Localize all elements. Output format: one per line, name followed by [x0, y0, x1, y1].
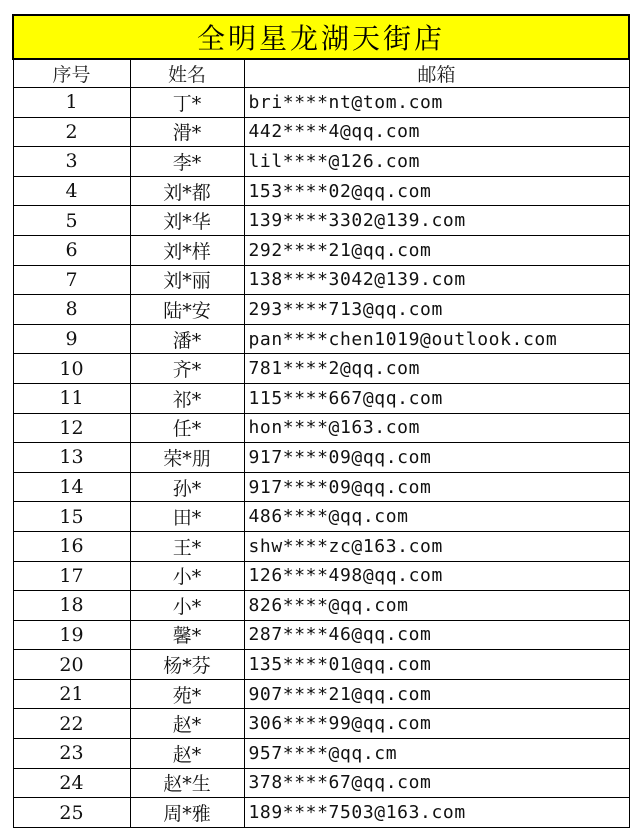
row-index: 21: [13, 679, 130, 709]
row-email: lil****@126.com: [244, 147, 629, 177]
row-email: 781****2@qq.com: [244, 354, 629, 384]
row-name: 小*: [130, 561, 244, 591]
row-index: 8: [13, 295, 130, 325]
row-name: 馨*: [130, 620, 244, 650]
row-index: 4: [13, 176, 130, 206]
header-index: 序号: [13, 59, 130, 88]
table-row: [13, 295, 629, 325]
row-index: 7: [13, 265, 130, 295]
row-name: 陆*安: [130, 295, 244, 325]
row-name: 王*: [130, 531, 244, 561]
row-email: 907****21@qq.com: [244, 679, 629, 709]
row-name: 刘*都: [130, 176, 244, 206]
row-name: 赵*: [130, 739, 244, 769]
row-index: 9: [13, 324, 130, 354]
row-email: 139****3302@139.com: [244, 206, 629, 236]
row-email: 115****667@qq.com: [244, 383, 629, 413]
table-row: [13, 709, 629, 739]
header-name: 姓名: [130, 59, 244, 88]
row-index: 25: [13, 798, 130, 828]
row-index: 1: [13, 88, 130, 118]
table-row: [13, 591, 629, 621]
row-email: shw****zc@163.com: [244, 531, 629, 561]
row-name: 李*: [130, 147, 244, 177]
row-name: 任*: [130, 413, 244, 443]
table-row: [13, 206, 629, 236]
row-name: 小*: [130, 591, 244, 621]
row-name: 田*: [130, 502, 244, 532]
row-name: 赵*: [130, 709, 244, 739]
row-index: 18: [13, 591, 130, 621]
row-name: 刘*丽: [130, 265, 244, 295]
member-table: [12, 14, 630, 828]
row-index: 10: [13, 354, 130, 384]
table-row: [13, 561, 629, 591]
row-email: 486****@qq.com: [244, 502, 629, 532]
row-name: 荣*朋: [130, 443, 244, 473]
row-email: 293****713@qq.com: [244, 295, 629, 325]
row-index: 12: [13, 413, 130, 443]
table-row: [13, 383, 629, 413]
title-row: [13, 15, 629, 59]
table-row: [13, 798, 629, 828]
row-email: 153****02@qq.com: [244, 176, 629, 206]
table-row: [13, 768, 629, 798]
row-email: 957****@qq.cm: [244, 739, 629, 769]
header-row: [13, 59, 629, 88]
row-name: 苑*: [130, 679, 244, 709]
row-email: 917****09@qq.com: [244, 443, 629, 473]
row-email: pan****chen1019@outlook.com: [244, 324, 629, 354]
table-row: [13, 739, 629, 769]
table-row: [13, 176, 629, 206]
row-email: 306****99@qq.com: [244, 709, 629, 739]
row-index: 13: [13, 443, 130, 473]
row-name: 滑*: [130, 117, 244, 147]
row-email: hon****@163.com: [244, 413, 629, 443]
row-email: 917****09@qq.com: [244, 472, 629, 502]
row-name: 刘*华: [130, 206, 244, 236]
row-index: 22: [13, 709, 130, 739]
row-name: 祁*: [130, 383, 244, 413]
sheet-title: 全明星龙湖天街店: [13, 15, 629, 59]
table-row: [13, 679, 629, 709]
row-index: 3: [13, 147, 130, 177]
row-name: 孙*: [130, 472, 244, 502]
row-index: 20: [13, 650, 130, 680]
row-index: 11: [13, 383, 130, 413]
table-row: [13, 265, 629, 295]
row-name: 刘*样: [130, 235, 244, 265]
row-index: 6: [13, 235, 130, 265]
row-index: 14: [13, 472, 130, 502]
row-index: 24: [13, 768, 130, 798]
table-row: [13, 531, 629, 561]
row-name: 齐*: [130, 354, 244, 384]
row-name: 丁*: [130, 88, 244, 118]
row-index: 15: [13, 502, 130, 532]
row-email: 378****67@qq.com: [244, 768, 629, 798]
table-row: [13, 117, 629, 147]
row-email: 126****498@qq.com: [244, 561, 629, 591]
row-email: 442****4@qq.com: [244, 117, 629, 147]
row-index: 17: [13, 561, 130, 591]
table-row: [13, 620, 629, 650]
row-email: 287****46@qq.com: [244, 620, 629, 650]
row-name: 潘*: [130, 324, 244, 354]
row-email: bri****nt@tom.com: [244, 88, 629, 118]
table-row: [13, 88, 629, 118]
row-index: 5: [13, 206, 130, 236]
table-row: [13, 324, 629, 354]
table-row: [13, 147, 629, 177]
row-name: 周*雅: [130, 798, 244, 828]
row-index: 19: [13, 620, 130, 650]
row-index: 23: [13, 739, 130, 769]
table-row: [13, 443, 629, 473]
table-row: [13, 354, 629, 384]
row-email: 189****7503@163.com: [244, 798, 629, 828]
table-row: [13, 650, 629, 680]
row-name: 杨*芬: [130, 650, 244, 680]
table-row: [13, 472, 629, 502]
row-email: 292****21@qq.com: [244, 235, 629, 265]
row-email: 138****3042@139.com: [244, 265, 629, 295]
table-row: [13, 413, 629, 443]
row-index: 16: [13, 531, 130, 561]
header-email: 邮箱: [244, 59, 629, 88]
row-email: 135****01@qq.com: [244, 650, 629, 680]
row-index: 2: [13, 117, 130, 147]
row-name: 赵*生: [130, 768, 244, 798]
table-row: [13, 502, 629, 532]
table-row: [13, 235, 629, 265]
row-email: 826****@qq.com: [244, 591, 629, 621]
